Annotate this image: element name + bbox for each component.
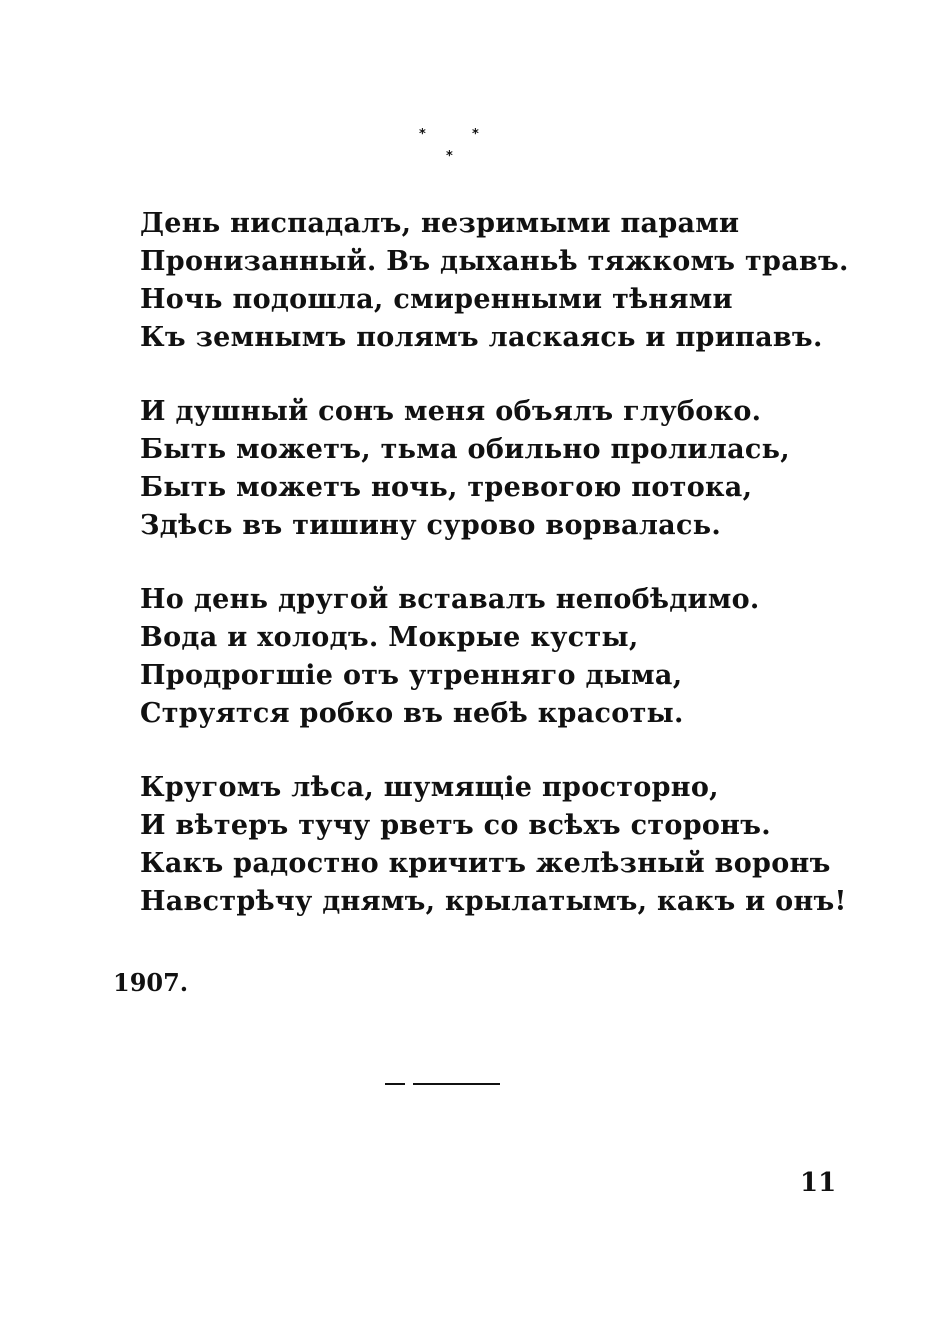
- poem-line: Пронизанный. Въ дыханьѣ тяжкомъ травъ.: [140, 246, 849, 277]
- poem-line: И вѣтеръ тучу рветъ со всѣхъ сторонъ.: [140, 810, 771, 841]
- poem-line: И душный сонъ меня объялъ глубоко.: [140, 396, 762, 427]
- asterisk-icon: *: [446, 149, 453, 164]
- poem-line: День ниспадалъ, незримыми парами: [140, 208, 740, 239]
- poem-line: Струятся робко въ небѣ красоты.: [140, 698, 684, 729]
- poem-line: Къ земнымъ полямъ ласкаясь и припавъ.: [140, 322, 823, 353]
- poem-line: Навстрѣчу днямъ, крылатымъ, какъ и онъ!: [140, 886, 847, 917]
- poem-line: Какъ радостно кричитъ желѣзный воронъ: [140, 848, 831, 879]
- rule-segment: [385, 1083, 405, 1085]
- poem-line: Но день другой вставалъ непобѣдимо.: [140, 584, 760, 615]
- poem-line: Кругомъ лѣса, шумящіе просторно,: [140, 772, 719, 803]
- poem-line: Быть можетъ, тьма обильно пролилась,: [140, 434, 790, 465]
- poem-line: Быть можетъ ночь, тревогою потока,: [140, 472, 753, 503]
- asterisk-icon: *: [419, 127, 426, 142]
- asterism-ornament: [0, 0, 936, 180]
- stanza-1: [140, 205, 860, 357]
- rule-segment: [413, 1083, 500, 1085]
- poem-line: Продрогшіе отъ утренняго дыма,: [140, 660, 683, 691]
- asterisk-icon: *: [472, 127, 479, 142]
- stanza-2: [140, 393, 860, 545]
- poem: [140, 205, 860, 957]
- poem-date: 1907.: [113, 968, 189, 997]
- poem-line: Здѣсь въ тишину сурово ворвалась.: [140, 510, 722, 541]
- stanza-4: [140, 769, 860, 921]
- end-rule-divider: [385, 1083, 500, 1085]
- page-number: 11: [800, 1168, 837, 1198]
- poem-line: Ночь подошла, смиренными тѣнями: [140, 284, 733, 315]
- poem-line: Вода и холодъ. Мокрые кусты,: [140, 622, 639, 653]
- stanza-3: [140, 581, 860, 733]
